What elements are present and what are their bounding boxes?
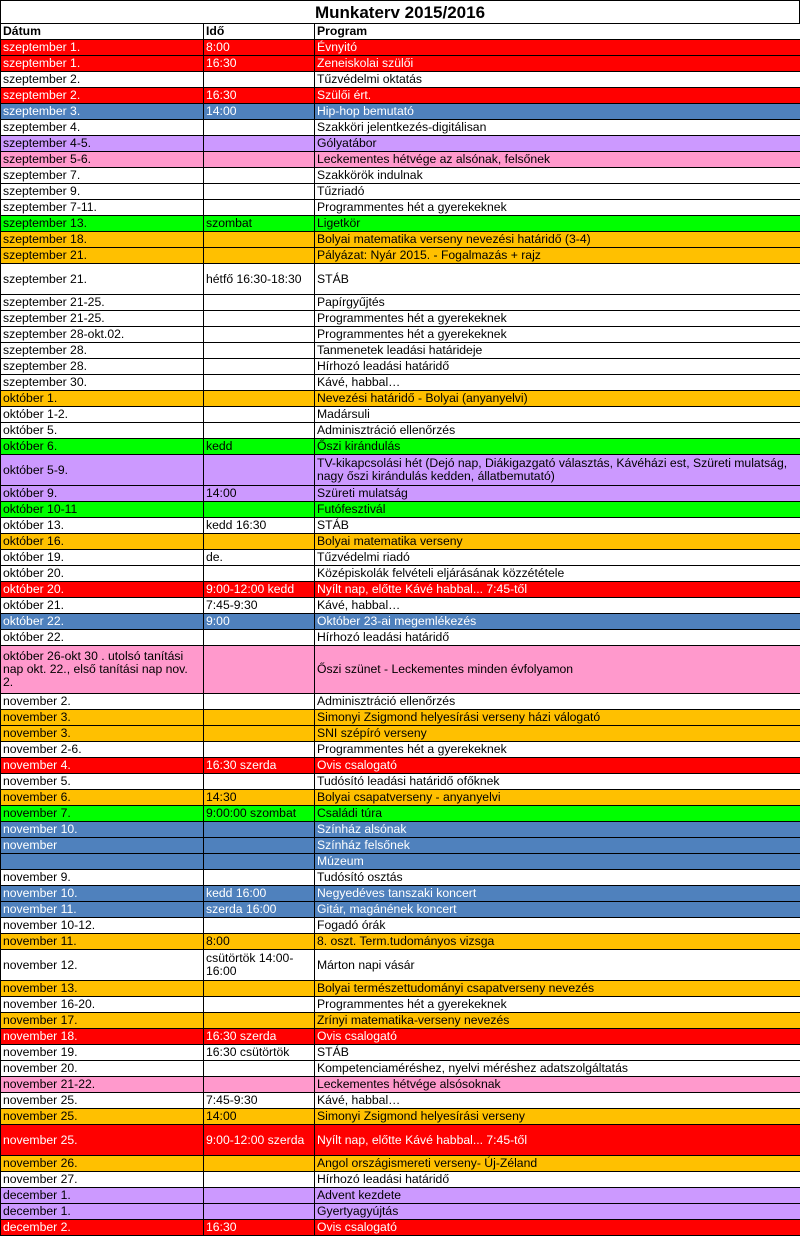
table-row — [1, 1109, 800, 1125]
table-row — [1, 1029, 800, 1045]
cell-program: Nevezési határidő - Bolyai (anyanyelvi) — [315, 391, 800, 407]
table-row — [1, 790, 800, 806]
table-row — [1, 407, 800, 423]
cell-time: 14:00 — [204, 486, 315, 502]
cell-program: Tűzriadó — [315, 184, 800, 200]
cell-time: 7:45-9:30 — [204, 598, 315, 614]
cell-date: november 10. — [1, 822, 204, 838]
cell-program: Programmentes hét a gyerekeknek — [315, 311, 800, 327]
cell-program: Fogadó órák — [315, 918, 800, 934]
cell-time — [204, 981, 315, 997]
table-row — [1, 455, 800, 486]
cell-time: 14:30 — [204, 790, 315, 806]
cell-date: szeptember 21. — [1, 264, 204, 295]
table-row — [1, 1045, 800, 1061]
cell-program: Zrínyi matematika-verseny nevezés — [315, 1013, 800, 1029]
table-row — [1, 710, 800, 726]
cell-program: Programmentes hét a gyerekeknek — [315, 200, 800, 216]
cell-time — [204, 918, 315, 934]
cell-time: 16:30 — [204, 88, 315, 104]
cell-program: Papírgyűjtés — [315, 295, 800, 311]
table-row — [1, 104, 800, 120]
cell-time — [204, 359, 315, 375]
table-row — [1, 295, 800, 311]
cell-program: Gólyatábor — [315, 136, 800, 152]
cell-program: Ovis csalogató — [315, 1220, 800, 1236]
table-row — [1, 981, 800, 997]
cell-date: október 20. — [1, 566, 204, 582]
cell-program: STÁB — [315, 264, 800, 295]
cell-program: Szülői ért. — [315, 88, 800, 104]
cell-time: kedd 16:30 — [204, 518, 315, 534]
table-row — [1, 343, 800, 359]
cell-date: szeptember 28. — [1, 343, 204, 359]
cell-time: 14:00 — [204, 1109, 315, 1125]
cell-date: november 3. — [1, 726, 204, 742]
cell-time: de. — [204, 550, 315, 566]
table-row — [1, 997, 800, 1013]
table-row — [1, 1061, 800, 1077]
cell-program: Ligetkör — [315, 216, 800, 232]
cell-program: Múzeum — [315, 854, 800, 870]
table-row — [1, 598, 800, 614]
cell-time — [204, 407, 315, 423]
page-title: Munkaterv 2015/2016 — [0, 0, 800, 23]
cell-time — [204, 184, 315, 200]
cell-time: 14:00 — [204, 104, 315, 120]
cell-time — [204, 423, 315, 439]
cell-time — [204, 455, 315, 486]
cell-program: Bolyai természettudományi csapatverseny nevezés — [315, 981, 800, 997]
cell-date: szeptember 4-5. — [1, 136, 204, 152]
cell-date: szeptember 13. — [1, 216, 204, 232]
table-row — [1, 248, 800, 264]
table-row — [1, 646, 800, 694]
cell-program: Madársuli — [315, 407, 800, 423]
cell-date: október 5. — [1, 423, 204, 439]
cell-time — [204, 822, 315, 838]
table-row — [1, 184, 800, 200]
cell-time — [204, 1204, 315, 1220]
cell-program: Ovis csalogató — [315, 758, 800, 774]
cell-time — [204, 200, 315, 216]
cell-date: november 25. — [1, 1109, 204, 1125]
cell-time: 9:00 — [204, 614, 315, 630]
table-row — [1, 726, 800, 742]
cell-time — [204, 694, 315, 710]
cell-time — [204, 136, 315, 152]
cell-date: november 3. — [1, 710, 204, 726]
cell-date: szeptember 2. — [1, 72, 204, 88]
cell-date: december 1. — [1, 1188, 204, 1204]
cell-time — [204, 630, 315, 646]
cell-time: kedd 16:00 — [204, 886, 315, 902]
cell-time — [204, 1156, 315, 1172]
cell-time — [204, 343, 315, 359]
cell-program: Nyílt nap, előtte Kávé habbal... 7:45-től — [315, 1125, 800, 1156]
cell-date: november 19. — [1, 1045, 204, 1061]
cell-program: TV-kikapcsolási hét (Dejó nap, Diákigazgató választás, Kávéházi est, Szüreti mulatság, nagy őszi kirándulás kedden, állatbemutató) — [315, 455, 800, 486]
cell-date: október 13. — [1, 518, 204, 534]
table-row — [1, 264, 800, 295]
cell-time — [204, 774, 315, 790]
table-row — [1, 391, 800, 407]
cell-program: Márton napi vásár — [315, 950, 800, 981]
cell-date — [1, 854, 204, 870]
table-row — [1, 854, 800, 870]
cell-date: szeptember 9. — [1, 184, 204, 200]
cell-date: november 10. — [1, 886, 204, 902]
table-row — [1, 838, 800, 854]
cell-date: december 2. — [1, 1220, 204, 1236]
cell-date: november 16-20. — [1, 997, 204, 1013]
cell-date: október 1-2. — [1, 407, 204, 423]
cell-time — [204, 72, 315, 88]
cell-time — [204, 838, 315, 854]
cell-program: Leckementes hétvége alsósoknak — [315, 1077, 800, 1093]
cell-time: kedd — [204, 439, 315, 455]
cell-date: október 5-9. — [1, 455, 204, 486]
table-row — [1, 56, 800, 72]
cell-program: Gyertyagyújtás — [315, 1204, 800, 1220]
cell-time — [204, 391, 315, 407]
table-row — [1, 72, 800, 88]
cell-time: 16:30 — [204, 1220, 315, 1236]
cell-program: STÁB — [315, 1045, 800, 1061]
table-row — [1, 534, 800, 550]
table-row — [1, 566, 800, 582]
cell-date: november 6. — [1, 790, 204, 806]
cell-date: október 22. — [1, 630, 204, 646]
cell-time — [204, 566, 315, 582]
cell-time — [204, 327, 315, 343]
table-row — [1, 120, 800, 136]
cell-time — [204, 1077, 315, 1093]
schedule-table — [0, 23, 800, 1236]
cell-time — [204, 120, 315, 136]
cell-date: november 9. — [1, 870, 204, 886]
cell-program: Advent kezdete — [315, 1188, 800, 1204]
table-row — [1, 934, 800, 950]
table-row — [1, 1125, 800, 1156]
cell-date: szeptember 3. — [1, 104, 204, 120]
cell-time — [204, 870, 315, 886]
cell-program: Zeneiskolai szülői — [315, 56, 800, 72]
table-row — [1, 88, 800, 104]
cell-program: Október 23-ai megemlékezés — [315, 614, 800, 630]
cell-date: szeptember 7. — [1, 168, 204, 184]
cell-date: november — [1, 838, 204, 854]
cell-time: 9:00-12:00 kedd — [204, 582, 315, 598]
cell-time: 16:30 csütörtök — [204, 1045, 315, 1061]
table-row — [1, 518, 800, 534]
cell-program: Hírhozó leadási határidő — [315, 359, 800, 375]
table-row — [1, 886, 800, 902]
table-row — [1, 502, 800, 518]
cell-date: szeptember 2. — [1, 88, 204, 104]
cell-date: szeptember 7-11. — [1, 200, 204, 216]
cell-time: 8:00 — [204, 40, 315, 56]
table-row — [1, 1013, 800, 1029]
table-row — [1, 870, 800, 886]
cell-date: október 10-11 — [1, 502, 204, 518]
cell-program: Kávé, habbal… — [315, 1093, 800, 1109]
table-row — [1, 774, 800, 790]
cell-program: Programmentes hét a gyerekeknek — [315, 327, 800, 343]
table-row — [1, 918, 800, 934]
cell-date: szeptember 28. — [1, 359, 204, 375]
cell-time — [204, 248, 315, 264]
cell-time: 16:30 szerda — [204, 758, 315, 774]
cell-time — [204, 1188, 315, 1204]
cell-program: Simonyi Zsigmond helyesírási verseny házi válogató — [315, 710, 800, 726]
header-date: Dátum — [1, 24, 204, 40]
table-row — [1, 694, 800, 710]
cell-time — [204, 502, 315, 518]
cell-date: november 12. — [1, 950, 204, 981]
header-time: Idő — [204, 24, 315, 40]
table-row — [1, 439, 800, 455]
table-row — [1, 1172, 800, 1188]
table-row — [1, 902, 800, 918]
cell-time — [204, 1172, 315, 1188]
cell-program: Hírhozó leadási határidő — [315, 1172, 800, 1188]
table-row — [1, 758, 800, 774]
cell-program: Évnyitó — [315, 40, 800, 56]
cell-date: november 18. — [1, 1029, 204, 1045]
cell-program: Kávé, habbal… — [315, 598, 800, 614]
cell-time: 9:00-12:00 szerda — [204, 1125, 315, 1156]
cell-time: 16:30 szerda — [204, 1029, 315, 1045]
cell-program: Bolyai matematika verseny nevezési határidő (3-4) — [315, 232, 800, 248]
table-row — [1, 614, 800, 630]
cell-time — [204, 710, 315, 726]
cell-date: november 20. — [1, 1061, 204, 1077]
cell-program: Kompetenciaméréshez, nyelvi méréshez adatszolgáltatás — [315, 1061, 800, 1077]
cell-time: szombat — [204, 216, 315, 232]
table-row — [1, 327, 800, 343]
cell-program: Családi túra — [315, 806, 800, 822]
cell-date: október 20. — [1, 582, 204, 598]
cell-program: Színház felsőnek — [315, 838, 800, 854]
table-row — [1, 152, 800, 168]
cell-date: november 17. — [1, 1013, 204, 1029]
cell-program: Bolyai csapatverseny - anyanyelvi — [315, 790, 800, 806]
cell-date: szeptember 18. — [1, 232, 204, 248]
table-row — [1, 168, 800, 184]
cell-time — [204, 1013, 315, 1029]
cell-program: Futófesztivál — [315, 502, 800, 518]
cell-program: 8. oszt. Term.tudományos vizsga — [315, 934, 800, 950]
cell-program: Simonyi Zsigmond helyesírási verseny — [315, 1109, 800, 1125]
cell-time — [204, 997, 315, 1013]
cell-program: Színház alsónak — [315, 822, 800, 838]
cell-program: Szakkörök indulnak — [315, 168, 800, 184]
cell-program: STÁB — [315, 518, 800, 534]
cell-date: szeptember 4. — [1, 120, 204, 136]
cell-date: szeptember 21-25. — [1, 311, 204, 327]
cell-time: szerda 16:00 — [204, 902, 315, 918]
table-row — [1, 1188, 800, 1204]
header-program: Program — [315, 24, 800, 40]
cell-time — [204, 232, 315, 248]
cell-date: október 21. — [1, 598, 204, 614]
cell-date: november 2-6. — [1, 742, 204, 758]
cell-program: Tudósító leadási határidő ofőknek — [315, 774, 800, 790]
cell-time — [204, 1061, 315, 1077]
schedule-rows — [1, 40, 800, 1236]
cell-time — [204, 726, 315, 742]
cell-program: Tűzvédelmi riadó — [315, 550, 800, 566]
table-row — [1, 359, 800, 375]
table-row — [1, 950, 800, 981]
cell-date: szeptember 21-25. — [1, 295, 204, 311]
cell-program: Bolyai matematika verseny — [315, 534, 800, 550]
cell-program: Kávé, habbal… — [315, 375, 800, 391]
cell-date: november 7. — [1, 806, 204, 822]
cell-program: Programmentes hét a gyerekeknek — [315, 742, 800, 758]
table-row — [1, 136, 800, 152]
table-row — [1, 40, 800, 56]
cell-time: 7:45-9:30 — [204, 1093, 315, 1109]
table-row — [1, 200, 800, 216]
cell-time — [204, 295, 315, 311]
table-row — [1, 311, 800, 327]
cell-date: október 19. — [1, 550, 204, 566]
table-row — [1, 582, 800, 598]
cell-program: Pályázat: Nyár 2015. - Fogalmazás + rajz — [315, 248, 800, 264]
cell-time — [204, 534, 315, 550]
cell-date: november 21-22. — [1, 1077, 204, 1093]
cell-date: november 26. — [1, 1156, 204, 1172]
cell-program: Adminisztráció ellenőrzés — [315, 694, 800, 710]
cell-program: Őszi szünet - Leckementes minden évfolyamon — [315, 646, 800, 694]
cell-program: Negyedéves tanszaki koncert — [315, 886, 800, 902]
cell-date: december 1. — [1, 1204, 204, 1220]
cell-time: csütörtök 14:00-16:00 — [204, 950, 315, 981]
table-row — [1, 806, 800, 822]
cell-program: Hírhozó leadási határidő — [315, 630, 800, 646]
table-row — [1, 630, 800, 646]
cell-program: Középiskolák felvételi eljárásának közzététele — [315, 566, 800, 582]
table-row — [1, 232, 800, 248]
cell-date: szeptember 21. — [1, 248, 204, 264]
cell-time: 9:00:00 szombat — [204, 806, 315, 822]
cell-program: Tudósító osztás — [315, 870, 800, 886]
table-row — [1, 216, 800, 232]
cell-date: október 1. — [1, 391, 204, 407]
cell-program: Őszi kirándulás — [315, 439, 800, 455]
cell-time: 16:30 — [204, 56, 315, 72]
table-row — [1, 742, 800, 758]
table-row — [1, 486, 800, 502]
cell-date: november 13. — [1, 981, 204, 997]
cell-time — [204, 168, 315, 184]
cell-program: Hip-hop bemutató — [315, 104, 800, 120]
cell-date: szeptember 28-okt.02. — [1, 327, 204, 343]
cell-date: november 25. — [1, 1125, 204, 1156]
table-row — [1, 1220, 800, 1236]
table-row — [1, 423, 800, 439]
cell-date: szeptember 5-6. — [1, 152, 204, 168]
table-row — [1, 550, 800, 566]
cell-date: október 22. — [1, 614, 204, 630]
cell-program: Programmentes hét a gyerekeknek — [315, 997, 800, 1013]
cell-program: Gitár, magánének koncert — [315, 902, 800, 918]
cell-time — [204, 152, 315, 168]
table-row — [1, 822, 800, 838]
cell-date: szeptember 1. — [1, 56, 204, 72]
cell-date: november 10-12. — [1, 918, 204, 934]
cell-time: hétfő 16:30-18:30 — [204, 264, 315, 295]
cell-date: szeptember 1. — [1, 40, 204, 56]
cell-program: Szakköri jelentkezés-digitálisan — [315, 120, 800, 136]
cell-program: Ovis csalogató — [315, 1029, 800, 1045]
cell-date: október 26-okt 30 . utolsó tanítási nap okt. 22., első tanítási nap nov. 2. — [1, 646, 204, 694]
cell-program: Nyílt nap, előtte Kávé habbal... 7:45-től — [315, 582, 800, 598]
cell-time — [204, 646, 315, 694]
cell-time — [204, 375, 315, 391]
table-row — [1, 1093, 800, 1109]
cell-time — [204, 742, 315, 758]
header-row — [1, 24, 800, 40]
cell-date: október 16. — [1, 534, 204, 550]
table-row — [1, 375, 800, 391]
cell-program: Angol országismereti verseny- Új-Zéland — [315, 1156, 800, 1172]
cell-time — [204, 311, 315, 327]
cell-date: október 9. — [1, 486, 204, 502]
cell-date: november 4. — [1, 758, 204, 774]
cell-program: Szüreti mulatság — [315, 486, 800, 502]
cell-date: november 11. — [1, 902, 204, 918]
cell-time: 8:00 — [204, 934, 315, 950]
cell-program: Adminisztráció ellenőrzés — [315, 423, 800, 439]
cell-program: SNI szépíró verseny — [315, 726, 800, 742]
table-row — [1, 1204, 800, 1220]
cell-date: november 2. — [1, 694, 204, 710]
cell-date: november 11. — [1, 934, 204, 950]
cell-date: november 27. — [1, 1172, 204, 1188]
table-row — [1, 1077, 800, 1093]
cell-date: október 6. — [1, 439, 204, 455]
table-row — [1, 1156, 800, 1172]
cell-program: Leckementes hétvége az alsónak, felsőnek — [315, 152, 800, 168]
cell-date: szeptember 30. — [1, 375, 204, 391]
cell-date: november 5. — [1, 774, 204, 790]
cell-program: Tanmenetek leadási határideje — [315, 343, 800, 359]
cell-date: november 25. — [1, 1093, 204, 1109]
cell-time — [204, 854, 315, 870]
cell-program: Tűzvédelmi oktatás — [315, 72, 800, 88]
